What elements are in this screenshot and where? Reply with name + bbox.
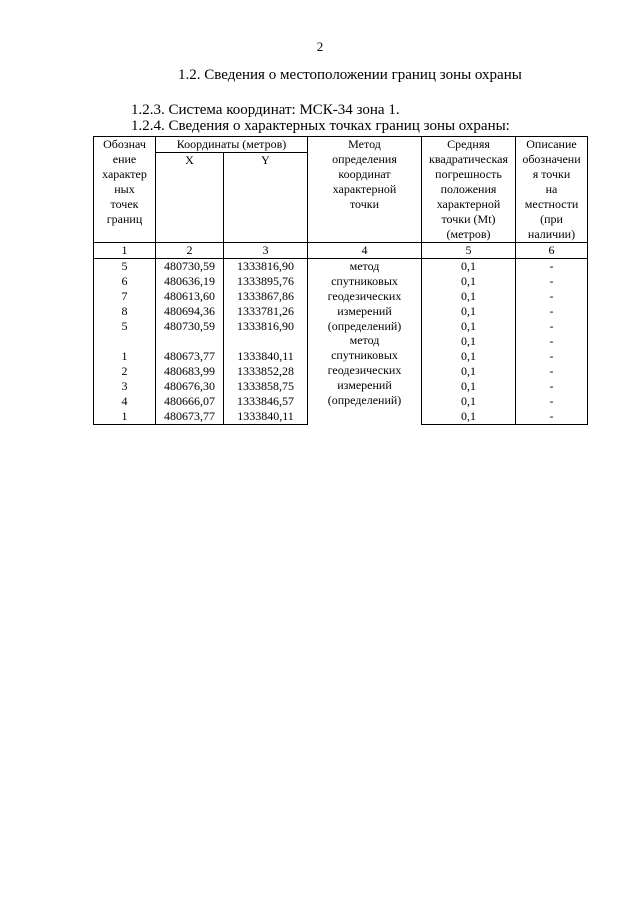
header-line: погрешность	[435, 167, 502, 181]
description-value: -	[516, 319, 588, 334]
y-coordinate: 1333846,57	[224, 394, 308, 409]
header-line: характер	[102, 167, 147, 181]
x-coordinate: 480676,30	[156, 379, 224, 394]
header-line: ение	[112, 152, 137, 166]
point-number: 1	[94, 409, 156, 425]
point-number: 3	[94, 379, 156, 394]
header-line: Обознач	[103, 137, 146, 151]
y-coordinate: 1333867,86	[224, 289, 308, 304]
accuracy-value: 0,1	[422, 304, 516, 319]
x-header: X	[156, 153, 224, 243]
accuracy-value: 0,1	[422, 379, 516, 394]
header-line: (при	[540, 212, 563, 226]
accuracy-value: 0,1	[422, 274, 516, 289]
accuracy-value: 0,1	[422, 334, 516, 349]
header-line: Описание	[526, 137, 577, 151]
y-coordinate: 1333816,90	[224, 319, 308, 334]
x-coordinate: 480683,99	[156, 364, 224, 379]
x-coordinate: 480673,77	[156, 349, 224, 364]
method-line: метод	[349, 333, 380, 347]
method-cell	[308, 259, 422, 335]
x-coordinate: 480694,36	[156, 304, 224, 319]
x-coordinate: 480666,07	[156, 394, 224, 409]
point-number: 7	[94, 289, 156, 304]
table-row	[94, 259, 588, 275]
description-value: -	[516, 349, 588, 364]
y-coordinate: 1333858,75	[224, 379, 308, 394]
header-line: (метров)	[446, 227, 491, 241]
y-coordinate: 1333840,11	[224, 409, 308, 425]
column-number: 2	[156, 243, 224, 259]
header-line: я точки	[532, 167, 571, 181]
method-cell	[308, 333, 422, 425]
y-coordinate: 1333852,28	[224, 364, 308, 379]
x-coordinate: 480613,60	[156, 289, 224, 304]
description-value: -	[516, 394, 588, 409]
header-line: наличии)	[527, 227, 576, 241]
coordinate-system-line: 1.2.3. Система координат: МСК-34 зона 1.	[131, 102, 400, 118]
method-line: геодезических	[327, 289, 402, 303]
page-number: 2	[316, 39, 324, 54]
header-line: положения	[440, 182, 497, 196]
column-number: 1	[94, 243, 156, 259]
point-number: 4	[94, 394, 156, 409]
header-line: ных	[114, 182, 135, 196]
description-value: -	[516, 379, 588, 394]
method-line: (определений)	[327, 393, 402, 407]
header-line: точки (Mt)	[441, 212, 496, 226]
header-line: характерной	[332, 182, 397, 196]
section-title: 1.2. Сведения о местоположении границ зоны охраны	[178, 67, 522, 83]
header-line: обозначени	[522, 152, 581, 166]
point-number: 2	[94, 364, 156, 379]
x-coordinate: 480673,77	[156, 409, 224, 425]
description-header	[516, 137, 588, 243]
method-header	[308, 137, 422, 243]
y-header: Y	[224, 153, 308, 243]
designation-header	[94, 137, 156, 243]
point-number: 8	[94, 304, 156, 319]
coordinates-header: Координаты (метров)	[156, 137, 308, 153]
method-line: метод	[349, 259, 380, 273]
x-coordinate: 480636,19	[156, 274, 224, 289]
accuracy-value: 0,1	[422, 349, 516, 364]
column-number: 3	[224, 243, 308, 259]
header-line: квадратическая	[429, 152, 508, 166]
method-line: измерений	[337, 304, 392, 318]
point-number: 5	[94, 259, 156, 275]
header-line: на	[545, 182, 558, 196]
column-number: 6	[516, 243, 588, 259]
accuracy-value: 0,1	[422, 259, 516, 275]
description-value: -	[516, 274, 588, 289]
y-coordinate: 1333816,90	[224, 259, 308, 275]
header-line: характерной	[436, 197, 501, 211]
point-number: 6	[94, 274, 156, 289]
description-value: -	[516, 409, 588, 425]
y-coordinate: 1333781,26	[224, 304, 308, 319]
header-line: точки	[349, 197, 380, 211]
accuracy-header	[422, 137, 516, 243]
table-row	[94, 349, 588, 364]
header-line: Средняя	[447, 137, 490, 151]
description-value: -	[516, 304, 588, 319]
header-line: координат	[338, 167, 391, 181]
method-line: геодезических	[327, 363, 402, 377]
accuracy-value: 0,1	[422, 394, 516, 409]
method-line: спутниковых	[331, 274, 398, 288]
header-line: границ	[106, 212, 143, 226]
description-value: -	[516, 259, 588, 275]
x-coordinate: 480730,59	[156, 319, 224, 334]
accuracy-value: 0,1	[422, 289, 516, 304]
method-line: измерений	[337, 378, 392, 392]
description-value: -	[516, 364, 588, 379]
column-number: 5	[422, 243, 516, 259]
accuracy-value: 0,1	[422, 409, 516, 425]
header-line: определения	[332, 152, 397, 166]
x-coordinate: 480730,59	[156, 259, 224, 275]
description-value: -	[516, 334, 588, 349]
header-line: Метод	[348, 137, 381, 151]
column-number: 4	[308, 243, 422, 259]
header-line: местности	[524, 197, 579, 211]
boundary-points-table	[93, 136, 588, 425]
point-number: 1	[94, 349, 156, 364]
y-coordinate: 1333840,11	[224, 349, 308, 364]
method-line: спутниковых	[331, 348, 398, 362]
point-number: 5	[94, 319, 156, 334]
accuracy-value: 0,1	[422, 319, 516, 334]
method-line: (определений)	[327, 319, 402, 333]
accuracy-value: 0,1	[422, 364, 516, 379]
characteristic-points-title: 1.2.4. Сведения о характерных точках границ зоны охраны:	[131, 118, 510, 134]
y-coordinate: 1333895,76	[224, 274, 308, 289]
description-value: -	[516, 289, 588, 304]
header-line: точек	[110, 197, 139, 211]
